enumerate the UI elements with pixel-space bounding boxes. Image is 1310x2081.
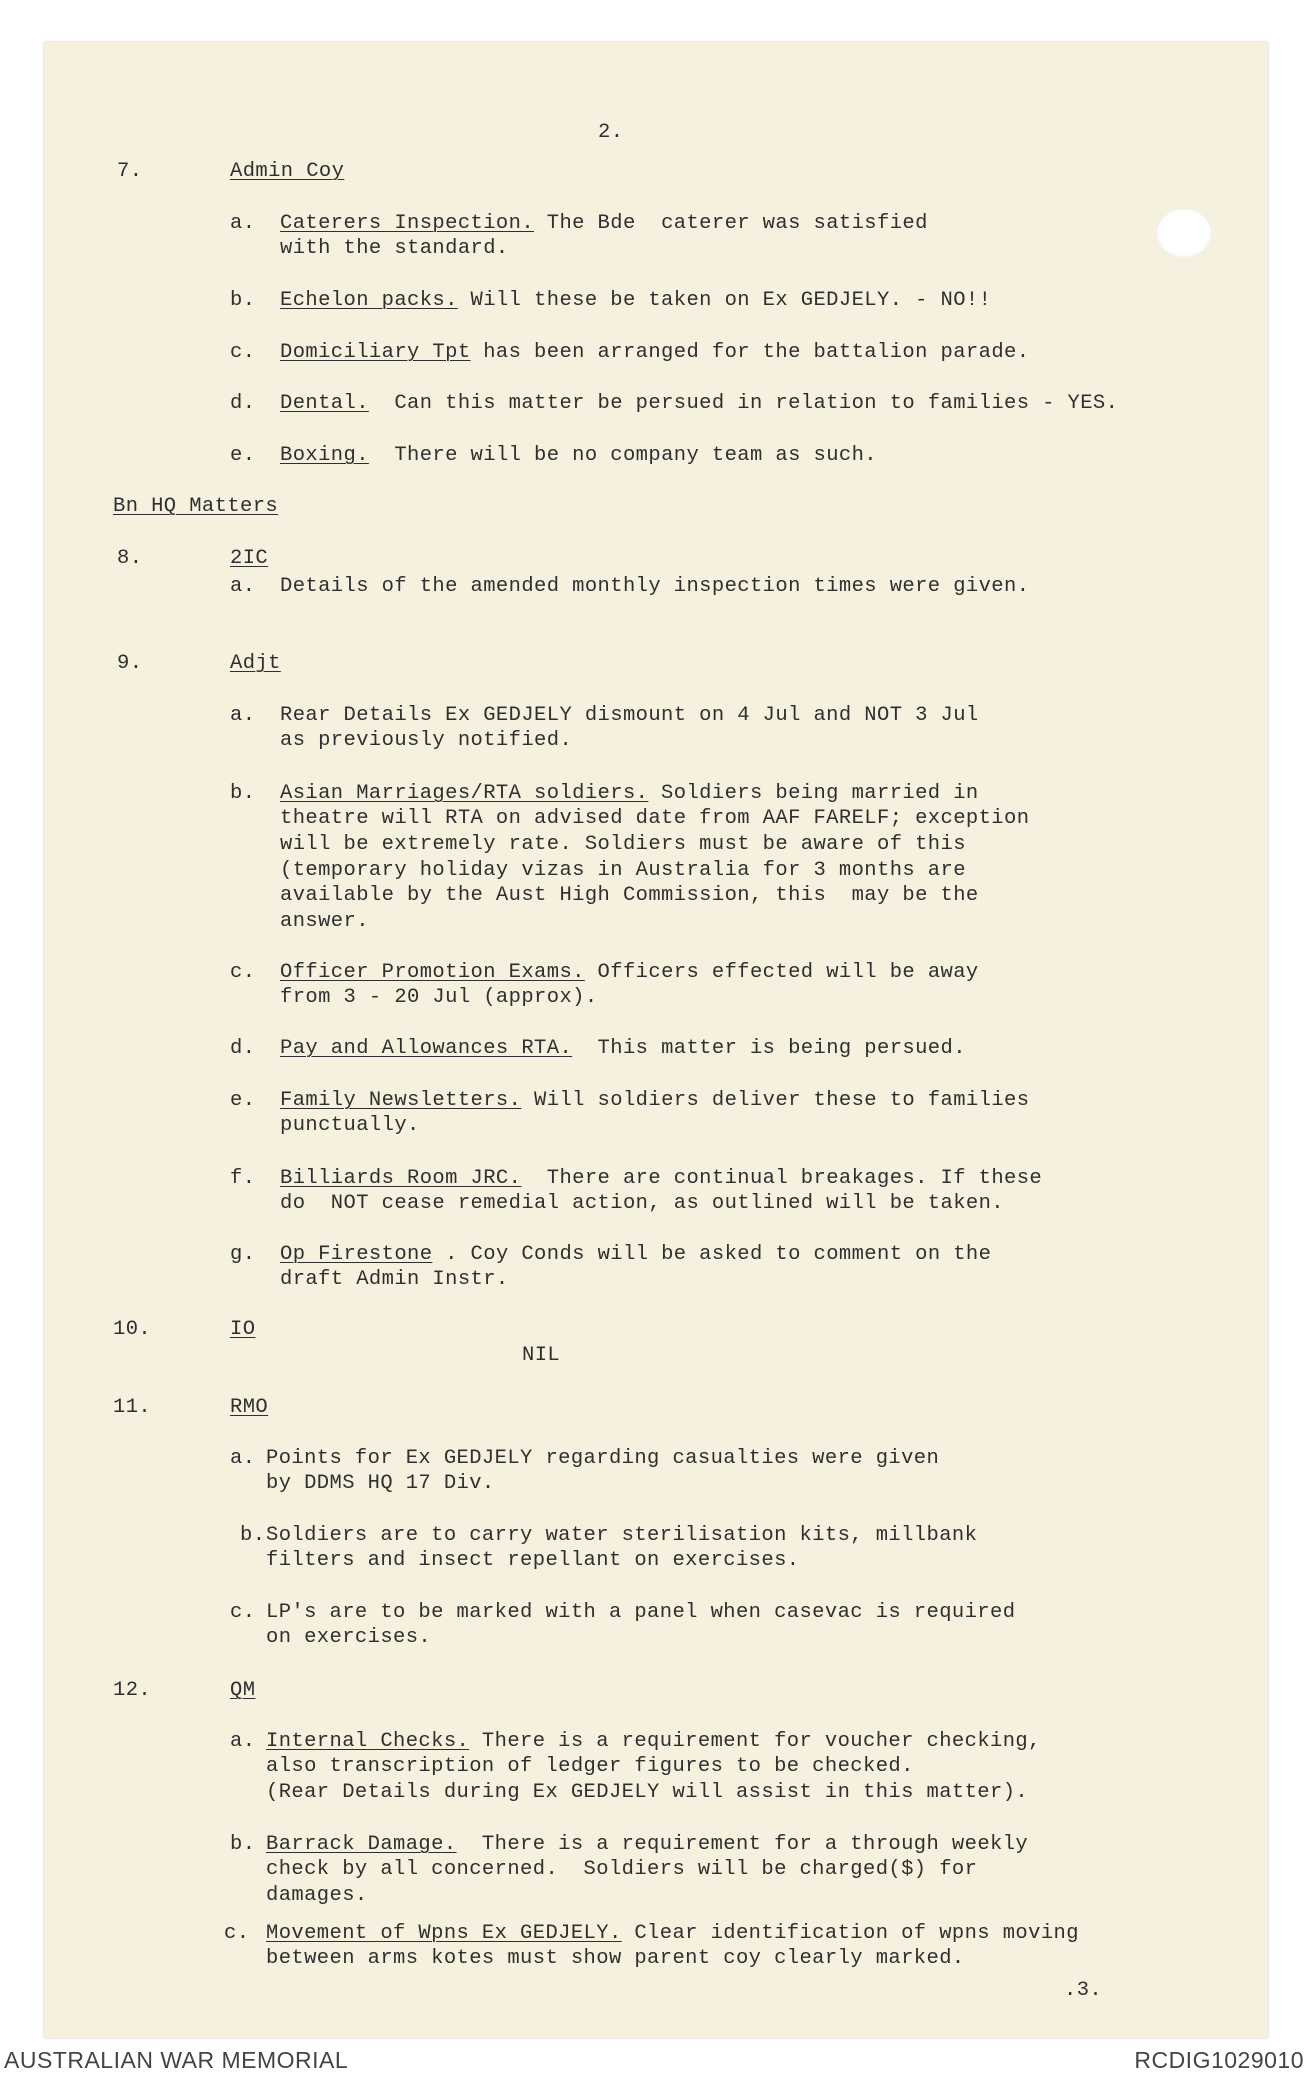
item-9e-letter: e. [230, 1089, 256, 1112]
item-9b-letter: b. [230, 782, 256, 805]
section-8-title: 2IC [230, 547, 269, 570]
item-12a-line2: also transcription of ledger figures to be checked. [266, 1755, 914, 1778]
bn-hq-matters-heading: Bn HQ Matters [113, 495, 279, 518]
item-7a-heading: Caterers Inspection. [280, 212, 535, 235]
item-7d-text [280, 391, 1118, 417]
section-9-title: Adjt [230, 652, 281, 675]
item-12b-heading: Barrack Damage. [266, 1833, 457, 1856]
item-9g-line2: draft Admin Instr. [280, 1268, 509, 1291]
section-7-title: Admin Coy [230, 160, 345, 183]
section-11-title: RMO [230, 1396, 269, 1419]
continuation-marker: .3. [1064, 1979, 1103, 2002]
item-11b-line1: Soldiers are to carry water sterilisation kits, millbank [266, 1524, 978, 1547]
item-9b-line6: answer. [280, 910, 369, 933]
item-11b-line2: filters and insect repellant on exercises. [266, 1549, 800, 1572]
section-11-number: 11. [113, 1396, 152, 1419]
item-9b-line2: theatre will RTA on advised date from AAF FARELF; exception [280, 807, 1030, 830]
punch-hole [1156, 208, 1212, 258]
item-8a-text: Details of the amended monthly inspection times were given. [280, 575, 1030, 598]
item-9g-letter: g. [230, 1243, 256, 1266]
item-7b-text [280, 288, 991, 314]
item-9e-line1: Will soldiers deliver these to families [521, 1089, 1030, 1112]
item-12c-heading: Movement of Wpns Ex GEDJELY. [266, 1922, 622, 1945]
item-11b-letter: b. [240, 1524, 266, 1547]
item-7c-letter: c. [230, 341, 256, 364]
section-10-number: 10. [113, 1318, 152, 1341]
item-12b-line1: There is a requirement for a through weekly [456, 1833, 1029, 1856]
item-7a-line2: with the standard. [280, 237, 509, 260]
item-12c-line1: Clear identification of wpns moving [621, 1922, 1079, 1945]
item-9d-heading: Pay and Allowances RTA. [280, 1037, 573, 1060]
section-8-number: 8. [117, 547, 143, 570]
item-7e-text [280, 443, 877, 469]
item-9f-line2: do NOT cease remedial action, as outlined will be taken. [280, 1192, 1005, 1215]
item-12c-text [266, 1921, 1079, 1947]
item-12b-text [266, 1832, 1028, 1858]
item-9c-heading: Officer Promotion Exams. [280, 961, 585, 984]
item-9d-line1: This matter is being persued. [572, 1037, 966, 1060]
item-9g-line1: . Coy Conds will be asked to comment on the [432, 1243, 992, 1266]
item-7a-line1: The Bde caterer was satisfied [534, 212, 928, 235]
item-9f-text [280, 1166, 1042, 1192]
item-11c-line1: LP's are to be marked with a panel when casevac is required [266, 1601, 1016, 1624]
footer-record-id: RCDIG1029010 [1134, 2047, 1304, 2073]
item-9e-heading: Family Newsletters. [280, 1089, 522, 1112]
item-7b-letter: b. [230, 289, 256, 312]
item-9b-line4: (temporary holiday vizas in Australia for 3 months are [280, 859, 966, 882]
item-7d-heading: Dental. [280, 392, 369, 415]
item-9e-text [280, 1088, 1029, 1114]
item-9c-line1: Officers effected will be away [584, 961, 979, 984]
section-12-number: 12. [113, 1679, 152, 1702]
item-7e-body: There will be no company team as such. [368, 444, 878, 467]
item-9a-letter: a. [230, 704, 256, 727]
item-9g-heading: Op Firestone [280, 1243, 433, 1266]
item-9b-heading: Asian Marriages/RTA soldiers. [280, 782, 649, 805]
footer-archive-name: AUSTRALIAN WAR MEMORIAL [4, 2047, 349, 2073]
item-9c-letter: c. [230, 961, 256, 984]
item-9g-text [280, 1242, 991, 1268]
item-9d-letter: d. [230, 1037, 256, 1060]
section-9-number: 9. [117, 652, 143, 675]
item-7d-letter: d. [230, 392, 256, 415]
item-9f-line1: There are continual breakages. If these [521, 1167, 1043, 1190]
item-11a-line2: by DDMS HQ 17 Div. [266, 1472, 495, 1495]
item-12a-heading: Internal Checks. [266, 1730, 470, 1753]
item-7e-letter: e. [230, 444, 256, 467]
item-12a-line3: (Rear Details during Ex GEDJELY will assist in this matter). [266, 1781, 1029, 1804]
item-9b-text [280, 781, 979, 807]
item-9e-line2: punctually. [280, 1114, 420, 1137]
item-12b-letter: b. [230, 1833, 256, 1856]
item-12b-line3: damages. [266, 1884, 368, 1907]
item-12c-line2: between arms kotes must show parent coy clearly marked. [266, 1947, 965, 1970]
section-7-number: 7. [117, 160, 143, 183]
item-7b-line1: Will these be taken on Ex GEDJELY. - NO!! [457, 289, 992, 312]
item-9a-line2: as previously notified. [280, 729, 573, 752]
item-12a-line1: There is a requirement for voucher checking, [469, 1730, 1041, 1753]
item-9f-heading: Billiards Room JRC. [280, 1167, 522, 1190]
item-12c-letter: c. [224, 1922, 250, 1945]
item-11a-letter: a. [230, 1447, 256, 1470]
item-9b-line1: Soldiers being married in [648, 782, 979, 805]
item-7b-heading: Echelon packs. [280, 289, 458, 312]
item-7c-line1: has been arranged for the battalion parade. [470, 341, 1030, 364]
item-12b-line2: check by all concerned. Soldiers will be charged($) for [266, 1858, 978, 1881]
item-9b-line3: will be extremely rate. Soldiers must be aware of this [280, 833, 966, 856]
item-12a-letter: a. [230, 1730, 256, 1753]
item-9d-text [280, 1036, 966, 1062]
item-11c-letter: c. [230, 1601, 256, 1624]
item-9f-letter: f. [230, 1167, 256, 1190]
item-9c-line2: from 3 - 20 Jul (approx). [280, 986, 598, 1009]
item-9c-text [280, 960, 979, 986]
page-number: 2. [598, 121, 624, 144]
item-12a-text [266, 1729, 1041, 1755]
item-9b-line5: available by the Aust High Commission, this may be the [280, 884, 979, 907]
item-9a-line1: Rear Details Ex GEDJELY dismount on 4 Jul and NOT 3 Jul [280, 704, 979, 727]
section-10-title: IO [230, 1318, 256, 1341]
section-10-nil: NIL [522, 1344, 561, 1367]
item-7a-letter: a. [230, 212, 256, 235]
item-7c-heading: Domiciliary Tpt [280, 341, 471, 364]
item-7a-text [280, 211, 928, 237]
item-8a-letter: a. [230, 575, 256, 598]
item-11c-line2: on exercises. [266, 1626, 432, 1649]
item-7e-heading: Boxing. [280, 444, 369, 467]
item-7c-text [280, 340, 1029, 366]
item-11a-line1: Points for Ex GEDJELY regarding casualties were given [266, 1447, 940, 1470]
item-7d-body: Can this matter be persued in relation to families - YES. [368, 392, 1119, 415]
section-12-title: QM [230, 1679, 256, 1702]
